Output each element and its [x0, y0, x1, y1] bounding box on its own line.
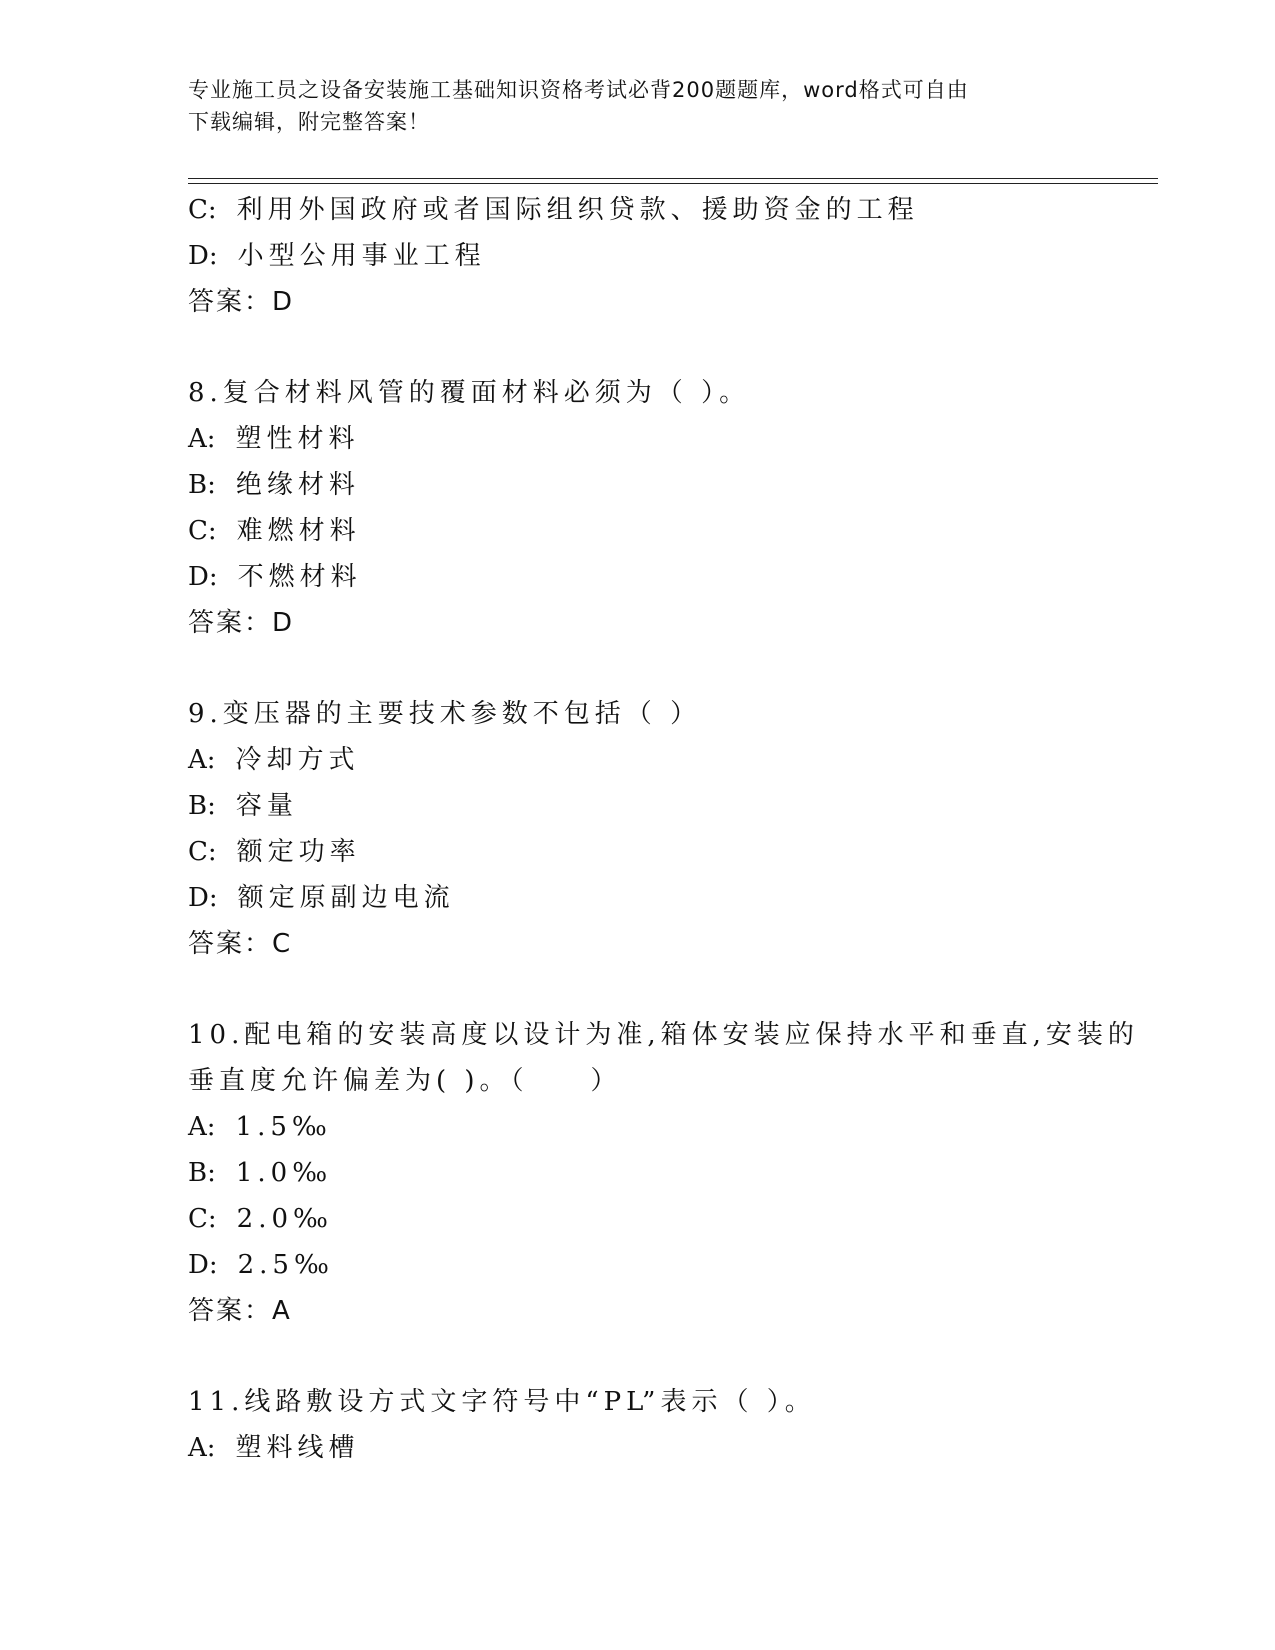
option-text: 不燃材料 [237, 562, 362, 592]
option-c [188, 829, 1108, 875]
option-text: 2.0‰ [236, 1204, 333, 1234]
option-letter: C: [188, 516, 217, 546]
option-c [188, 1196, 1108, 1242]
question-stem: 8.复合材料风管的覆面材料必须为（ ）。 [188, 378, 751, 408]
option-letter: B: [188, 470, 216, 500]
option-text: 塑料线槽 [235, 1433, 360, 1463]
option-text: 额定原副边电流 [237, 883, 455, 913]
question-stem-line-2: 垂直度允许偏差为( )。（ ） [188, 1066, 622, 1096]
question-7-continuation [188, 187, 1108, 325]
answer-line: 答案：C [188, 929, 293, 959]
option-text: 额定功率 [236, 837, 361, 867]
option-text: 绝缘材料 [235, 470, 360, 500]
answer-line: 答案：D [188, 287, 295, 317]
option-b [188, 783, 1108, 829]
question-9 [188, 691, 1108, 967]
option-text: 塑性材料 [235, 424, 360, 454]
header-title-line-2: 下载编辑，附完整答案！ [188, 110, 430, 134]
option-letter: A: [188, 424, 216, 454]
option-text: 小型公用事业工程 [237, 241, 486, 271]
option-letter: B: [188, 791, 216, 821]
header-divider-bottom [188, 183, 1158, 184]
option-text: 利用外国政府或者国际组织贷款、援助资金的工程 [236, 195, 919, 225]
answer-line: 答案：A [188, 1296, 292, 1326]
option-b [188, 1150, 1108, 1196]
option-letter: C: [188, 1204, 217, 1234]
option-letter: B: [188, 1158, 216, 1188]
answer-line: 答案：D [188, 608, 295, 638]
option-text: 难燃材料 [236, 516, 361, 546]
document-header [188, 74, 1088, 138]
option-c [188, 508, 1108, 554]
option-b [188, 462, 1108, 508]
option-a [188, 416, 1108, 462]
option-d [188, 554, 1108, 600]
question-11 [188, 1379, 1108, 1471]
option-text: 1.0‰ [235, 1158, 333, 1188]
option-letter: D: [188, 883, 218, 913]
option-letter: D: [188, 562, 218, 592]
option-text: 2.5‰ [237, 1250, 334, 1280]
option-a [188, 1104, 1108, 1150]
option-letter: A: [188, 745, 216, 775]
option-letter: D: [188, 1250, 218, 1280]
question-list [188, 187, 1139, 1471]
option-d [188, 233, 1108, 279]
option-a [188, 737, 1108, 783]
question-8 [188, 370, 1108, 646]
option-letter: D: [188, 241, 218, 271]
question-stem: 11.线路敷设方式文字符号中“PL”表示（ ）。 [188, 1387, 816, 1417]
option-letter: A: [188, 1112, 216, 1142]
option-d [188, 1242, 1108, 1288]
header-divider-top [188, 178, 1158, 179]
option-text: 容量 [235, 791, 298, 821]
question-stem: 9.变压器的主要技术参数不包括（ ） [188, 699, 702, 729]
header-title-line-1: 专业施工员之设备安装施工基础知识资格考试必背200题题库，word格式可自由 [188, 78, 969, 102]
option-a [188, 1425, 1108, 1471]
option-letter: C: [188, 195, 217, 225]
question-10 [188, 1012, 1139, 1334]
option-letter: C: [188, 837, 217, 867]
option-text: 冷却方式 [235, 745, 360, 775]
option-d [188, 875, 1108, 921]
option-text: 1.5‰ [235, 1112, 332, 1142]
option-letter: A: [188, 1433, 216, 1463]
question-stem-line-1: 10.配电箱的安装高度以设计为准,箱体安装应保持水平和垂直,安装的 [188, 1020, 1139, 1050]
option-c [188, 187, 1108, 233]
